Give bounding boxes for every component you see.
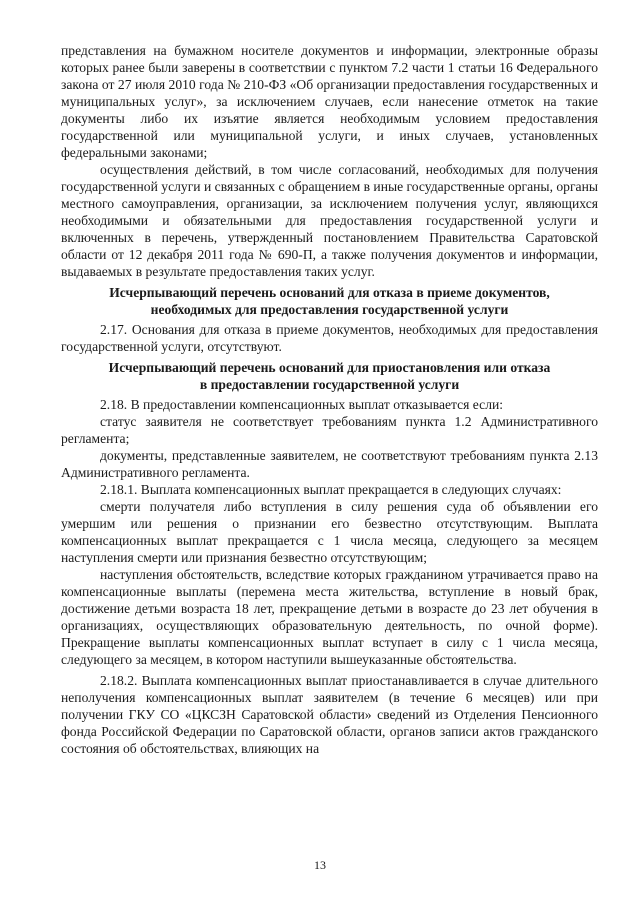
heading-line: Исчерпывающий перечень оснований для приостановления или отказа [108, 360, 551, 375]
paragraph: документы, представленные заявителем, не соответствуют требованиям пункта 2.13 Административного регламента. [61, 448, 598, 480]
section-heading-refusal-documents [61, 284, 598, 318]
paragraph: наступления обстоятельств, вследствие которых гражданином утрачивается право на компенсационные выплаты (перемена места жительства, вступление в новый брак, достижение детьми возраста 18 лет, прекращение детьми в возрасте до 23 лет обучения в организациях, осуществляющих образовательную деятельность, по очной форме). Прекращение выплаты компенсационных выплат вступает в силу с 1 числа месяца, следующего за месяцем, в котором наступили вышеуказанные обстоятельства. [61, 567, 598, 667]
paragraph-2-18-2: 2.18.2. Выплата компенсационных выплат приостанавливается в случае длительного неполучения компенсационных выплат заявителем (в течение 6 месяцев) или при получении ГКУ СО «ЦКСЗН Саратовской области» сведений из Отделения Пенсионного фонда Российской Федерации по Саратовской области, органов записи актов гражданского состояния об обстоятельствах, влияющих на [61, 673, 598, 756]
paragraph-2-17: 2.17. Основания для отказа в приеме документов, необходимых для предоставления государственной услуги, отсутствуют. [61, 322, 598, 354]
document-body [61, 42, 598, 757]
paragraph-2-18: 2.18. В предоставлении компенсационных выплат отказывается если: [100, 397, 504, 412]
paragraph: осуществления действий, в том числе согласований, необходимых для получения государственной услуги и связанных с обращением в иные государственные органы, органы местного самоуправления, организации, за исключением получения услуг, являющихся необходимыми и обязательными для предоставления государственной услуги и включенных в перечень, утвержденный постановлением Правительства Саратовской области от 12 декабря 2011 года № 690-П, а также получения документов и информации, выдаваемых в результате предоставления таких услуг. [61, 162, 598, 279]
paragraph: смерти получателя либо вступления в силу решения суда об объявлении его умершим или решения о признании его безвестно отсутствующим. Выплата компенсационных выплат прекращается с 1 числа месяца, следующего за месяцем наступления смерти или признания безвестно отсутствующим; [61, 499, 598, 565]
section-heading-suspension-refusal [61, 359, 598, 393]
heading-line: необходимых для предоставления государственной услуги [150, 302, 509, 317]
paragraph: представления на бумажном носителе документов и информации, электронные образы которых ранее были заверены в соответствии с пунктом 7.2 части 1 статьи 16 Федерального закона от 27 июля 2010 года № 210-ФЗ «Об организации предоставления государственных и муниципальных услуг», за исключением случаев, если нанесение отметок на такие документы либо их изъятие является необходимым условием предоставления государственной или муниципальной услуги, и иных случаев, установленных федеральными законами; [61, 43, 598, 160]
page-number: 13 [314, 858, 326, 872]
heading-line: Исчерпывающий перечень оснований для отказа в приеме документов, [109, 285, 550, 300]
heading-line: в предоставлении государственной услуги [199, 377, 460, 392]
paragraph-2-18-1: 2.18.1. Выплата компенсационных выплат прекращается в следующих случаях: [100, 482, 562, 497]
paragraph: статус заявителя не соответствует требованиям пункта 1.2 Административного регламента; [61, 414, 598, 446]
